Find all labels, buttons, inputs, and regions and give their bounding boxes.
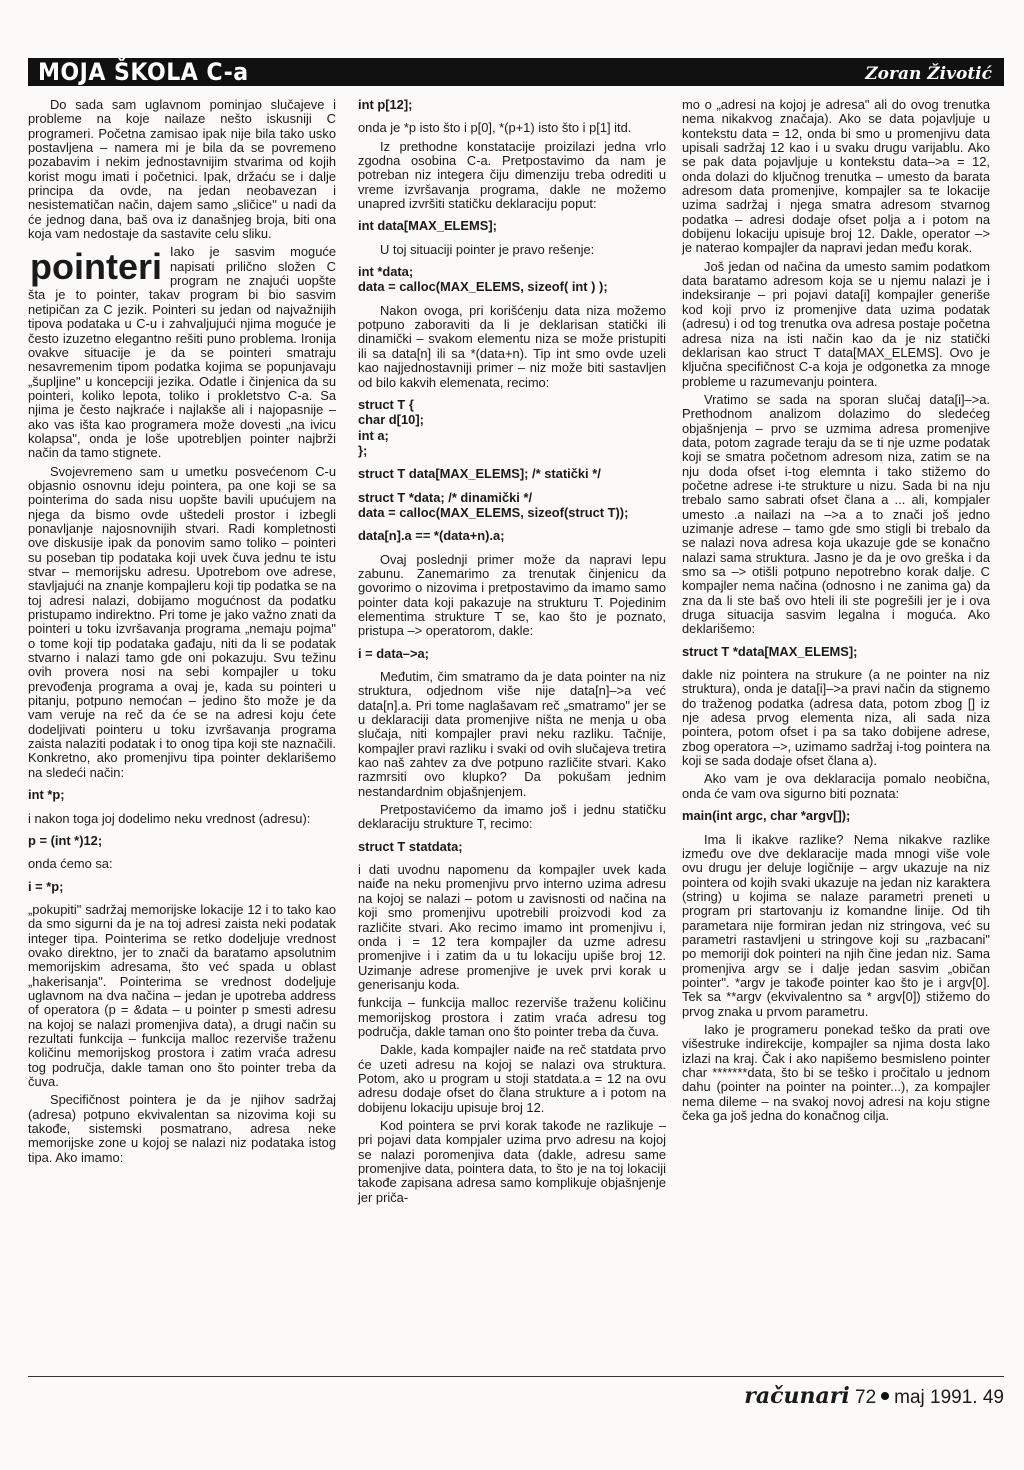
paragraph: Iako je sasvim moguće napisati prilično složen C program ne znajući uopšte šta je to pointer, takav program bi bio sasvim netipičan za C jezik. Pointeri su jedan od najvažnijih tipova podataka u C-u i zahvaljujući njima moguće je često izuzetno elegantno rešiti puno problema. Ironija ovakve situacije je da se pointeri smatraju nesavremenim tipom podatka kojima se popunjavaju „šupljine" u koncepciji jezika. Odatle i činjenica da su pointeri, koliko lepota, toliko i prokletstvo C-a. Sa njima je često najkraće i najlakše ali i najopasnije – ako vas išta kao programera može dovesti „na ivicu kolapsa", onda je loše upotrebljen pointer najbrži način da tamo stignete. xyxy=(28,244,336,461)
code-line: i = *p; xyxy=(28,878,64,894)
paragraph: mo o „adresi na kojoj je adresa" ali do ovog trenutka nema nikakvog značaja). Ako se data pojavljuje u kontekstu data = 12, onda bi smo u promenjivu data upisali sadržaj 12 kao i u svaku drugu varijablu. Ako se pak data pojavljuje u kontekstu data–>a = 12, onda dolazi do ključnog trenutka – umesto da barata adresom data promenjive, kompajler sa te lokacije uzima sadržaj i njega smatra adresom stvarnog podatka – adresi dodaje ofset polja a i potom na dobijenu lokaciju upisuje broj 12. Dakle, operator –> je naterao kompajler da napravi jedan među korak. xyxy=(682,97,990,256)
publication-name: računari xyxy=(744,1383,850,1409)
paragraph: funkcija – funkcija malloc rezerviše traženu količinu memorijskog prostora i zatim vraća adresu tog područja, dakle taman ono što pointer treba da čuva. xyxy=(358,995,666,1039)
code-line: data[n].a == *(data+n).a; xyxy=(358,528,505,544)
paragraph: „pokupiti" sadržaj memorijske lokacije 12 i to tako kao da smo sigurni da je na toj adresi zaista neki podatak integer tipa. Pointerima se retko dodeljuje vrednost ovako direktno, jer to znači da baratamo apsolutnim memorijskim adresama, što već spada u oblast „hakerisanja". Pointerima se vrednost dodeljuje uglavnom na dva načina – jedan je upotreba address of operatora (p = &data – u pointer p smesti adresu na kojoj se nalazi promenjiva data), a drugi način su rezultati funkcija – funkcija malloc rezerviše traženu količinu memorijskog prostora i zatim vraća adresu tog područja, dakle taman ono što pointer treba da čuva. xyxy=(28,901,336,1089)
page-footer xyxy=(744,1384,1004,1410)
paragraph: Nakon ovoga, pri korišćenju data niza možemo potpuno zaboraviti da li je deklarisan statički ili dinamički – svakom elementu niza se može pristupiti ili sa data[n] ili sa *(data+n). Tip int smo ovde uzeli kao najjednostavniji primer – niz može biti sastavljen od bilo kakvih elemenata, recimo: xyxy=(358,302,666,390)
paragraph: Ovaj poslednji primer može da napravi lepu zabunu. Zanemarimo za trenutak činjenicu da govorimo o nizovima i pretpostavimo da imamo samo pointer data koji pakazuje na strukturu T. Pojedinim elementima strukture T se, kao što je poznato, pristupa –> operatorom, dakle: xyxy=(358,551,666,639)
code-line: i = data–>a; xyxy=(358,645,429,661)
code-line: p = (int *)12; xyxy=(28,832,103,848)
date-page: maj 1991. 49 xyxy=(894,1387,1004,1408)
paragraph: Vratimo se sada na sporan slučaj data[i]–>a. Prethodnom analizom dolazimo do sledećeg objašnjenja – prvo se uzmima adresa promenjive data, potom zagrade teraju da se ti nje uzme podatak koji se smatra početnom adresom niza, zatim se na nju doda ofset i-tog elemnta i tako stižemo do početne adrese i-te strukture u nizu. Sada bi na nju trebalo samo sabrati ofset člana a ... ali, kompjaler umesto .a nailazi na –>a a to znači još jedno uzimanje adrese – tamo gde smo stigli bi trebalo da se nalazi nova adresa koja ukazuje gde se konačno nalazi sama struktura. Jasno je da je ovo greška i da smo sa –> otišli potpuno nepotrebno korak dalje. C kompajler nema načina (odnosno i ne zanima ga) da zna da li ste baš ovo hteli ili ste pogrešili jer je i ova druga situacija sasvim legalna i moguća. Ako deklarišemo: xyxy=(682,391,990,637)
author-name: Zoran Životić xyxy=(865,64,992,84)
issue-number: 72 xyxy=(855,1387,877,1408)
code-line: struct T { xyxy=(358,396,414,412)
code-line: int a; xyxy=(358,427,389,443)
footer-divider xyxy=(28,1376,1004,1377)
section-title: MOJA ŠKOLA C-a xyxy=(38,58,249,86)
code-line: struct T *data[MAX_ELEMS]; xyxy=(682,643,858,659)
paragraph: U toj situaciji pointer je pravo rešenje: xyxy=(380,241,595,257)
code-line: int data[MAX_ELEMS]; xyxy=(358,218,497,234)
paragraph: onda je *p isto što i p[0], *(p+1) isto što i p[1] itd. xyxy=(358,120,632,136)
code-line: char d[10]; xyxy=(358,412,424,428)
code-line: int *p; xyxy=(28,787,65,803)
paragraph: onda ćemo sa: xyxy=(28,856,113,872)
paragraph: dakle niz pointera na strukure (a ne pointer na niz struktura), onda je data[i]–>a pravi način da stignemo do traženog podatka (adresa data, potom zbog [] iz nje adesa prvog elementa niza, ali sada niza pointera, potom ofset i pa sa tako dobijene adrese, zbog operatora –>, uzimamo sadržaj i-tog pointera na koji se sada dodaje ofset člana a). xyxy=(682,667,990,769)
paragraph: Pretpostavićemo da imamo još i jednu statičku deklaraciju strukture T, recimo: xyxy=(358,802,666,832)
paragraph: Kod pointera se prvi korak takođe ne razlikuje – pri pojavi data kompjaler uzima prvo adresu na kojoj se nalazi poromenjiva data (dakle, adresu same promenjive data, pointera data, to što je na toj lokaciji takođe zapisana adresa samo komplikuje objašnjenje jer priča- xyxy=(358,1117,666,1205)
paragraph: Do sada sam uglavnom pominjao slučajeve i probleme na koje nailaze nešto iskusniji C programeri. Početna zamisao ipak nije bila tako usko postavljena – namera mi je bila da se povremeno pozabavim i nekim jednostavnijim stvarima od kojih korist mogu imati i početnici. Ipak, držaću se i dalje principa da ovde, na jedan neobavezan i nesistematičan način, dajem samo „sličice" u nadi da će jednog dana, baš ova iz današnjeg broja, biti ona koja vam nedostaje da sastavite celu sliku. xyxy=(28,97,336,242)
paragraph: Iz prethodne konstatacije proizilazi jedna vrlo zgodna osobina C-a. Pretpostavimo da nam je potreban niz integera čiju dimenziju treba odrediti u vreme izvršavanja programa, dakle ne možemo unapred izvršiti statičku deklaraciju poput: xyxy=(358,138,666,212)
paragraph: Iako je programeru ponekad teško da prati ove višestruke indirekcije, kompajler sa njima dosta lako izlazi na kraj. Čak i ako napišemo besmisleno pointer char *******data, što bi se teško i pročitalo u jednom dahu (pointer na pointer na pointer...), za kompajler nema dileme – na svakoj novoj adresi na koju stigne čeka ga još jedna do konačnog cilja. xyxy=(682,1021,990,1124)
article-column-1 xyxy=(28,98,336,1169)
code-line: struct T *data; /* dinamički */ xyxy=(358,489,533,505)
code-line: int *data; xyxy=(358,264,414,280)
section-header-bar xyxy=(28,58,1004,86)
paragraph: Međutim, čim smatramo da je data pointer na niz struktura, odjednom više nije data[n]–>a već data[n].a. Pri tome naglašavam reč „smatramo" jer se u deklaraciji data promenjive ništa ne menja u oba slučaja, niti kompajler pravi neku razliku. Tačnije, kompajler pravi razliku i svaki od ovih slučajeva tretira kao naš zahtev za dve potpuno različite stvari. Kako razmrsiti ovo klupko? Da pokušam jednim nestandardnim objašnjenjem. xyxy=(358,669,666,799)
paragraph: Specifičnost pointera je da je njihov sadržaj (adresa) potpuno ekvivalentan sa nizovima koji su takođe, sistemski posmatrano, adresa neke memorijske zone u kojoj se nalazi niz podataka istog tipa. Ako imamo: xyxy=(28,1092,336,1165)
bullet-icon xyxy=(881,1392,889,1400)
code-line: struct T statdata; xyxy=(358,838,463,854)
article-column-2 xyxy=(358,98,666,1209)
code-line: int p[12]; xyxy=(358,97,413,112)
code-line: }; xyxy=(358,442,368,458)
paragraph: Dakle, kada kompajler naiđe na reč statdata prvo će uzeti adresu na kojoj se nalazi ova struktura. Potom, ako u program u stoji statdata.a = 12 na ovu adresu dodaje ofset do člana strukture a i potom na dobijenu lokaciju upisuje broj 12. xyxy=(358,1042,666,1115)
paragraph: Svojevremeno sam u umetku posvećenom C-u objasnio osnovnu ideju pointera, pa one koji se sa pointerima do sada nisu uopšte bavili upućujem na njega da bismo ovde uštedeli prostor i izbegli ponavljanje najosnovnijih stvari. Radi kompletnosti ove diskusije ipak da ponovim samo toliko – pointeri su poseban tip podataka koji uvek čuva jednu te istu stvar – memorijsku adresu. Upotrebom ove adrese, stavljajući na znanje kompajleru koji tip podatka se na toj adresi nalazi, dobijamo mogućnost da podatku pristupamo indirektno. Pri tome je jako važno znati da pointeri u toku izvršavanja programa „nemaju pojma" o tome koji tip podataka gađaju, niti da li se podatak stvarno i nalazi tamo gde oni pokazuju. Svu težinu ovih provera nosi na sebi kompajler u toku prevođenja programa a ovaj je, kada su pointeri u pitanju, potpuno nemoćan – jedino što može je da vam veruje na reč da će se na adresi koju ćete dodeljivati pointeru u toku izvršavanja programa zaista nalaziti podatak i to onog tipa koji ste naznačili. Konkretno, ako promenjivu tipa pointer deklarišemo na sledeći način: xyxy=(28,463,336,780)
paragraph: Ako vam je ova deklaracija pomalo neobična, onda će vam ova sigurno biti poznata: xyxy=(682,771,990,801)
paragraph: Ima li ikakve razlike? Nema nikakve razlike između ove dve deklaracije mada mnogi više vole ovu drugu jer deluje logičnije – argv ukazuje na niz pointera od kojih svaki ukazuje na jedan niz karaktera (string) u kojima se nalaze parametri preneti u program pri startovanju iz komandne linije. Od tih parametara nije formiran jedan niz stringova, već su parametri rastavljeni u stringove koji su „razbacani" po memoriji dok pointeri na njih čine jedan niz. Sama promenjiva argv se i dalje jedan sasvim „običan pointer". *argv je takođe pointer kao što je i argv[0]. Tek sa **argv (ekvivalentno sa * argv[0]) stižemo do prvog znaka u prvom parametru. xyxy=(682,831,990,1019)
paragraph: i dati uvodnu napomenu da kompajler uvek kada naiđe na neku promenjivu prvo interno uzima adresu na kojoj se nalazi – potom u zavisnosti od načina na koji smo promenjivu upotrebili proizvodi kod za različite stvari. Ako recimo imamo int promenjivu i, onda i = 12 tera kompajler da uzme adresu promenjive i i zatim da u tu lokaciju upiše broj 12. Uzimanje adrese promenjive je uvek prvi korak u generisanju koda. xyxy=(358,862,666,992)
section-heading: pointeri xyxy=(30,246,162,288)
paragraph: i nakon toga joj dodelimo neku vrednost (adresu): xyxy=(28,810,311,826)
code-line: main(int argc, char *argv[]); xyxy=(682,808,851,824)
article-column-3 xyxy=(682,98,990,1127)
code-line: data = calloc(MAX_ELEMS, sizeof( int ) ); xyxy=(358,279,608,295)
code-line: data = calloc(MAX_ELEMS, sizeof(struct T)); xyxy=(358,504,629,520)
code-line: struct T data[MAX_ELEMS]; /* statički */ xyxy=(358,466,601,482)
paragraph: Još jedan od načina da umesto samim podatkom data baratamo adresom koja se u njemu nalazi je i indeksiranje – pri pojavi data[i] kompajler generiše kod koji prvo iz promenjive data uzima podatak (adresu) i od tog trenutka ova adresa postaje početna adresa niza na isti način kao da je niz statički deklarisan kao struct T data[MAX_ELEMS]. Ovo je ključna specifičnost C-a koja je odgonetka za mnoge probleme u razumevanju pointera. xyxy=(682,258,990,389)
